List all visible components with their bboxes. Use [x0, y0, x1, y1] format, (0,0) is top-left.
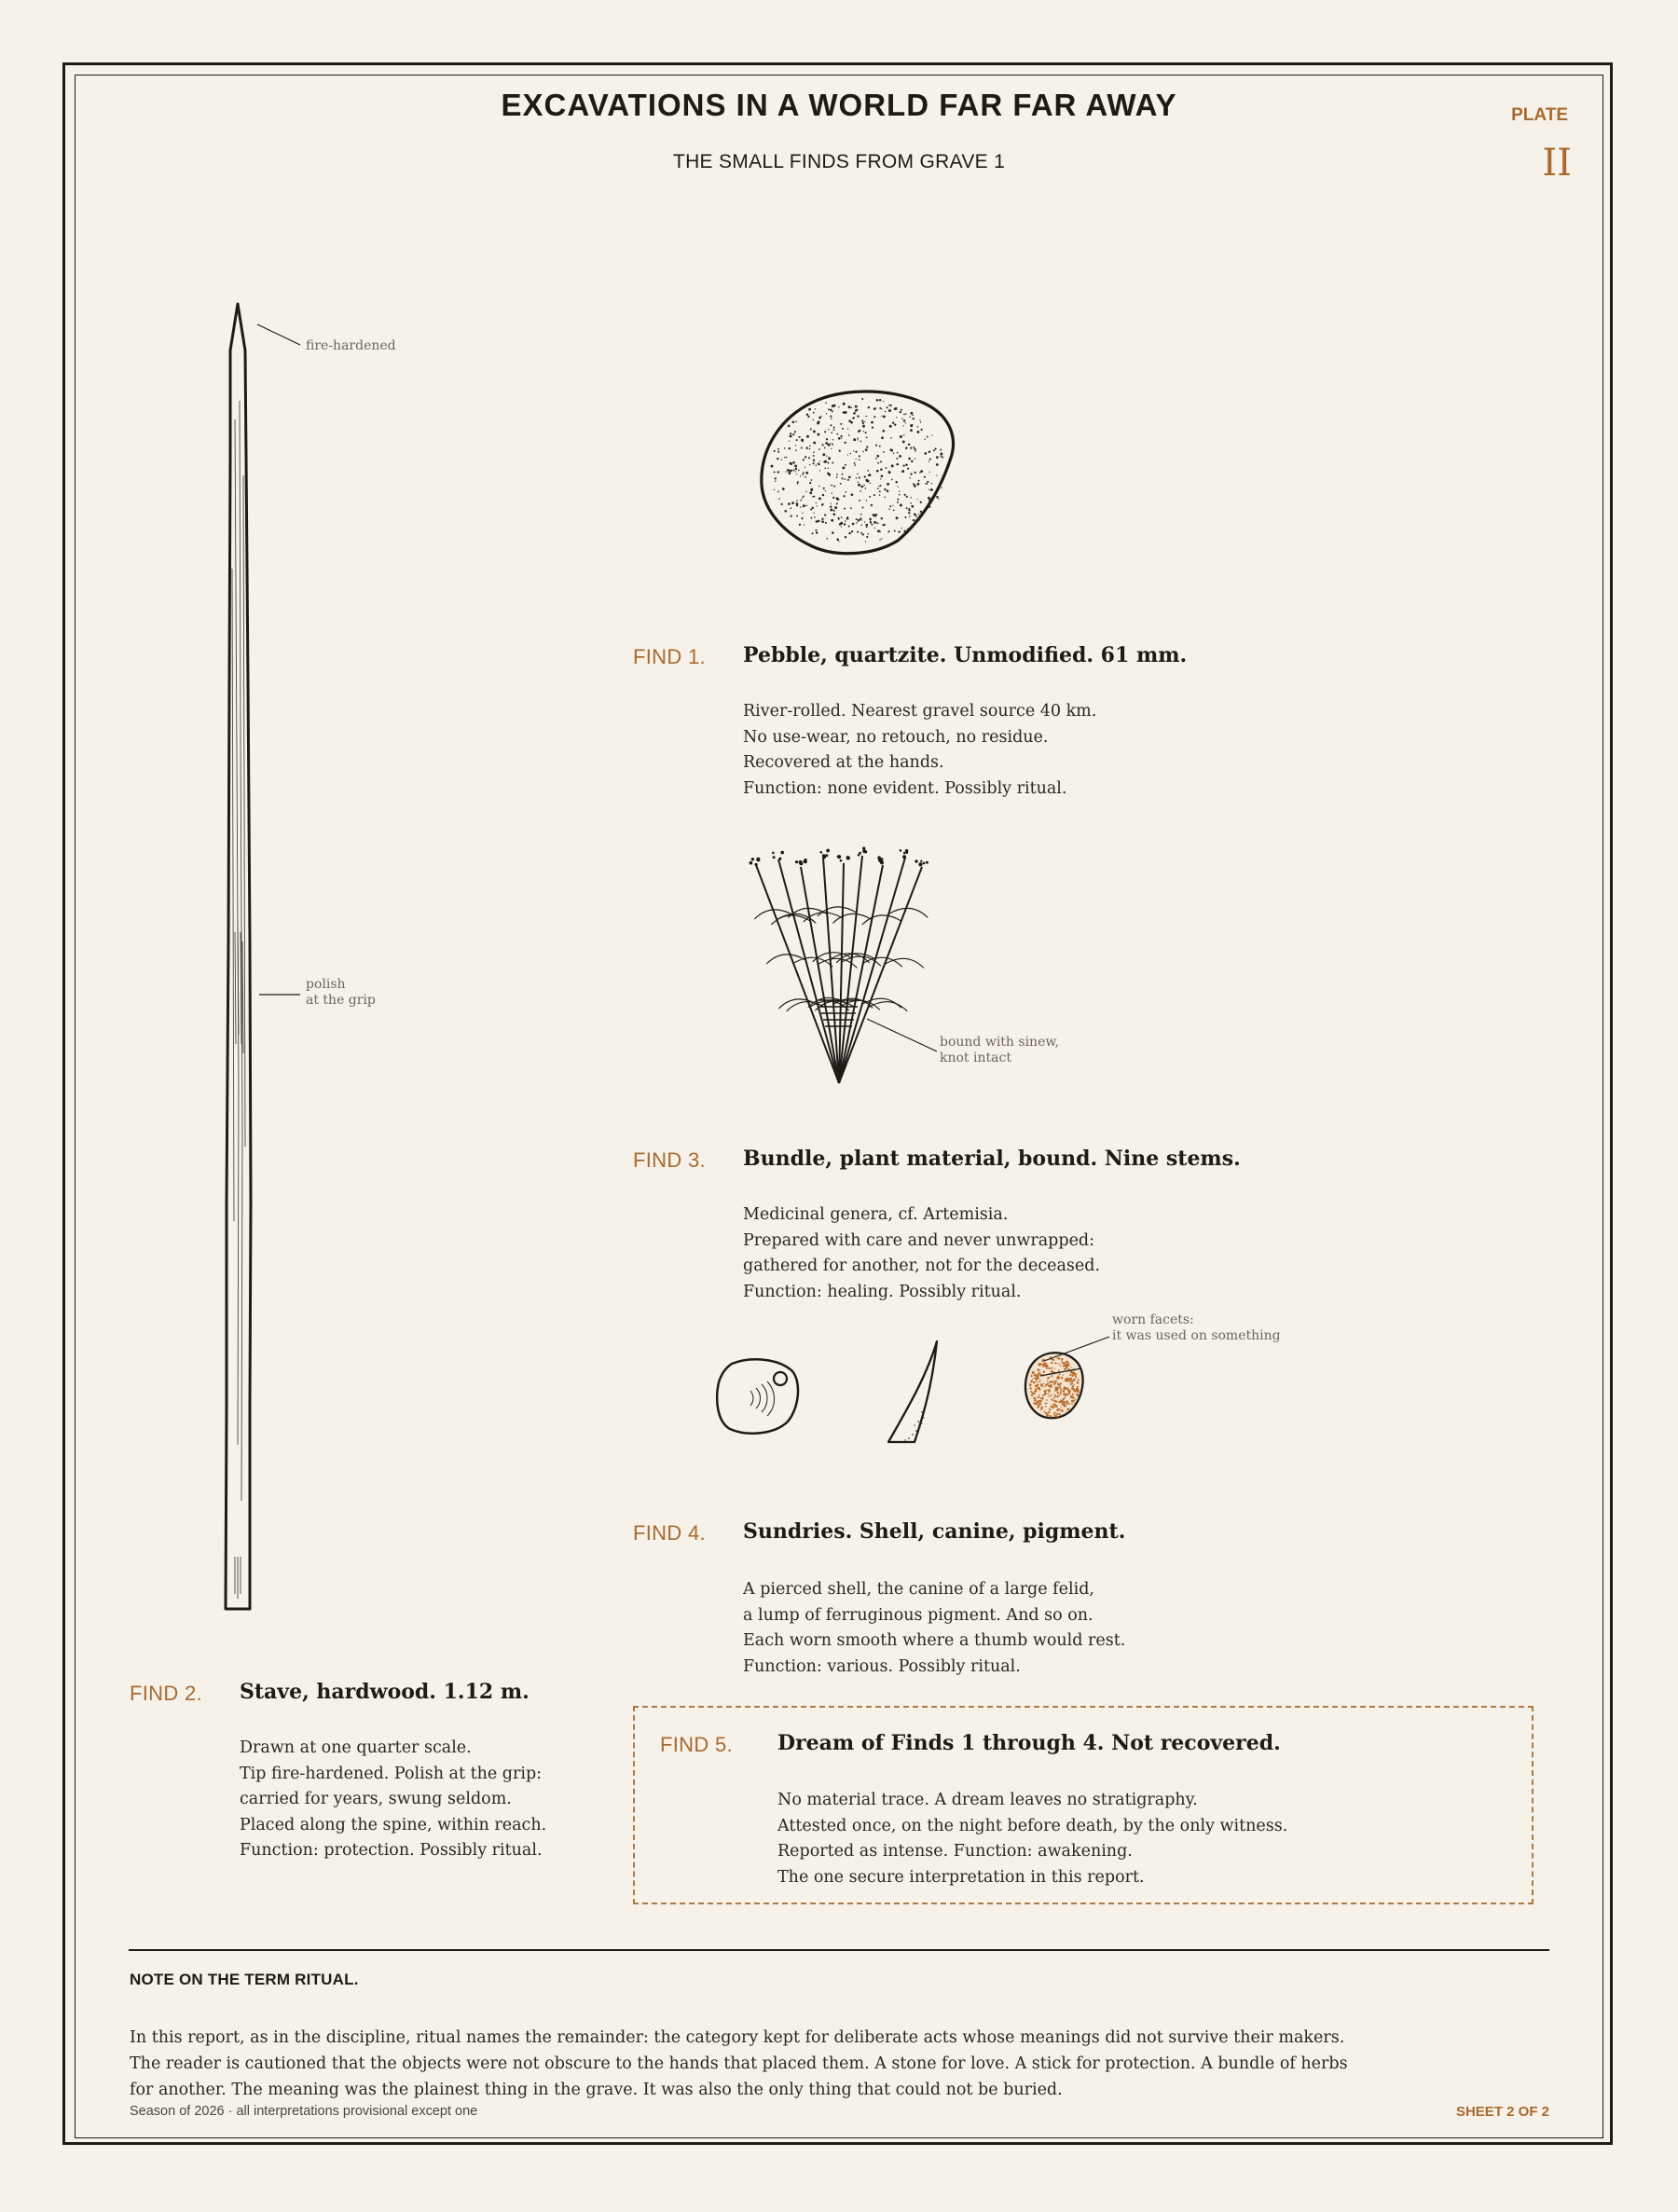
- find-5-line: The one secure interpretation in this report.: [777, 1867, 1145, 1887]
- find-2-line: Drawn at one quarter scale.: [240, 1738, 472, 1757]
- find-2-title: Stave, hardwood. 1.12 m.: [240, 1680, 530, 1704]
- callout-worn-facets: [1112, 1312, 1281, 1344]
- canine-illustration: [881, 1338, 956, 1449]
- find-1-line: Function: none evident. Possibly ritual.: [743, 778, 1067, 798]
- callout-polish-line-2: at the grip: [306, 993, 376, 1008]
- find-4-line: Each worn smooth where a thumb would rest.: [743, 1631, 1126, 1650]
- pigment-leader-line: [1044, 1337, 1109, 1361]
- find-4-title: Sundries. Shell, canine, pigment.: [743, 1519, 1126, 1544]
- callout-polish: [306, 977, 376, 1009]
- bundle-leader-line: [867, 1019, 937, 1051]
- stave-illustration: [186, 289, 466, 1613]
- find-1-title: Pebble, quartzite. Unmodified. 61 mm.: [743, 643, 1188, 667]
- callout-bound-line-1: bound with sinew,: [940, 1035, 1060, 1050]
- find-3-line: gathered for another, not for the deceased.: [743, 1257, 1101, 1275]
- find-3-title: Bundle, plant material, bound. Nine stems.: [743, 1147, 1241, 1171]
- callout-bound: [940, 1035, 1059, 1066]
- find-5-description: [777, 1788, 1287, 1890]
- shell-illustration: [713, 1356, 806, 1440]
- find-4-description: [743, 1577, 1125, 1680]
- find-5-number: FIND 5.: [660, 1733, 733, 1756]
- find-5-line: No material trace. A dream leaves no stratigraphy.: [777, 1791, 1198, 1809]
- find-2-line: Placed along the spine, within reach.: [240, 1815, 547, 1834]
- bundle-seedheads: [750, 847, 928, 867]
- find-3-number: FIND 3.: [633, 1148, 706, 1172]
- find-4-line: A pierced shell, the canine of a large felid,: [743, 1580, 1094, 1599]
- footer-season: Season of 2026 · all interpretations provisional except one: [130, 2104, 478, 2119]
- find-3-line: Medicinal genera, cf. Artemisia.: [743, 1205, 1009, 1224]
- find-2-line: carried for years, swung seldom.: [240, 1790, 512, 1808]
- note-divider: [129, 1949, 1549, 1951]
- find-2-number: FIND 2.: [130, 1682, 202, 1705]
- tip-leader-line: [257, 324, 300, 345]
- find-1-line: River-rolled. Nearest gravel source 40 km.: [743, 702, 1097, 721]
- find-4-number: FIND 4.: [633, 1521, 706, 1545]
- find-2-description: [240, 1736, 546, 1864]
- find-3-description: [743, 1202, 1100, 1305]
- find-2-line: Tip fire-hardened. Polish at the grip:: [240, 1764, 543, 1783]
- callout-worn-line-1: worn facets:: [1112, 1312, 1194, 1327]
- plate-number: II: [1542, 142, 1572, 185]
- find-1-line: Recovered at the hands.: [743, 753, 944, 772]
- page-title: EXCAVATIONS IN A WORLD FAR FAR AWAY: [501, 88, 1177, 122]
- note-line: In this report, as in the discipline, ritual names the remainder: the category kept for deliberate acts whose meanings did not survive their makers.: [130, 2028, 1345, 2047]
- find-1-number: FIND 1.: [633, 645, 706, 668]
- pebble-illustration: [750, 382, 965, 559]
- page-subtitle: THE SMALL FINDS FROM GRAVE 1: [672, 151, 1006, 172]
- note-line: for another. The meaning was the plainest thing in the grave. It was also the only thing that could not be buried.: [130, 2081, 1063, 2099]
- find-4-line: a lump of ferruginous pigment. And so on.: [743, 1605, 1093, 1625]
- find-5-line: Reported as intense. Function: awakening.: [777, 1842, 1133, 1861]
- bundle-stems: [756, 856, 922, 1083]
- callout-fire-hardened: fire-hardened: [306, 338, 396, 353]
- note-line: The reader is cautioned that the objects were not obscure to the hands that placed them. A stone for love. A stick for protection. A bundle of herbs: [130, 2054, 1348, 2073]
- find-2-line: Function: protection. Possibly ritual.: [240, 1841, 543, 1860]
- footer-sheet: SHEET 2 OF 2: [1455, 2104, 1549, 2120]
- find-4-line: Function: various. Possibly ritual.: [743, 1656, 1021, 1676]
- note-heading: NOTE ON THE TERM RITUAL.: [130, 1971, 359, 1988]
- plate-label: PLATE: [1511, 105, 1568, 125]
- find-1-description: [743, 699, 1096, 802]
- callout-worn-line-2: it was used on something: [1112, 1328, 1281, 1343]
- find-1-line: No use-wear, no retouch, no residue.: [743, 727, 1049, 747]
- callout-polish-line-1: polish: [306, 977, 346, 992]
- find-5-line: Attested once, on the night before death, by the only witness.: [777, 1816, 1288, 1835]
- find-5-title: Dream of Finds 1 through 4. Not recovered.: [777, 1731, 1281, 1755]
- callout-bound-line-2: knot intact: [940, 1051, 1011, 1065]
- note-body: [130, 2025, 1348, 2103]
- find-3-line: Function: healing. Possibly ritual.: [743, 1282, 1022, 1301]
- find-3-line: Prepared with care and never unwrapped:: [743, 1230, 1095, 1250]
